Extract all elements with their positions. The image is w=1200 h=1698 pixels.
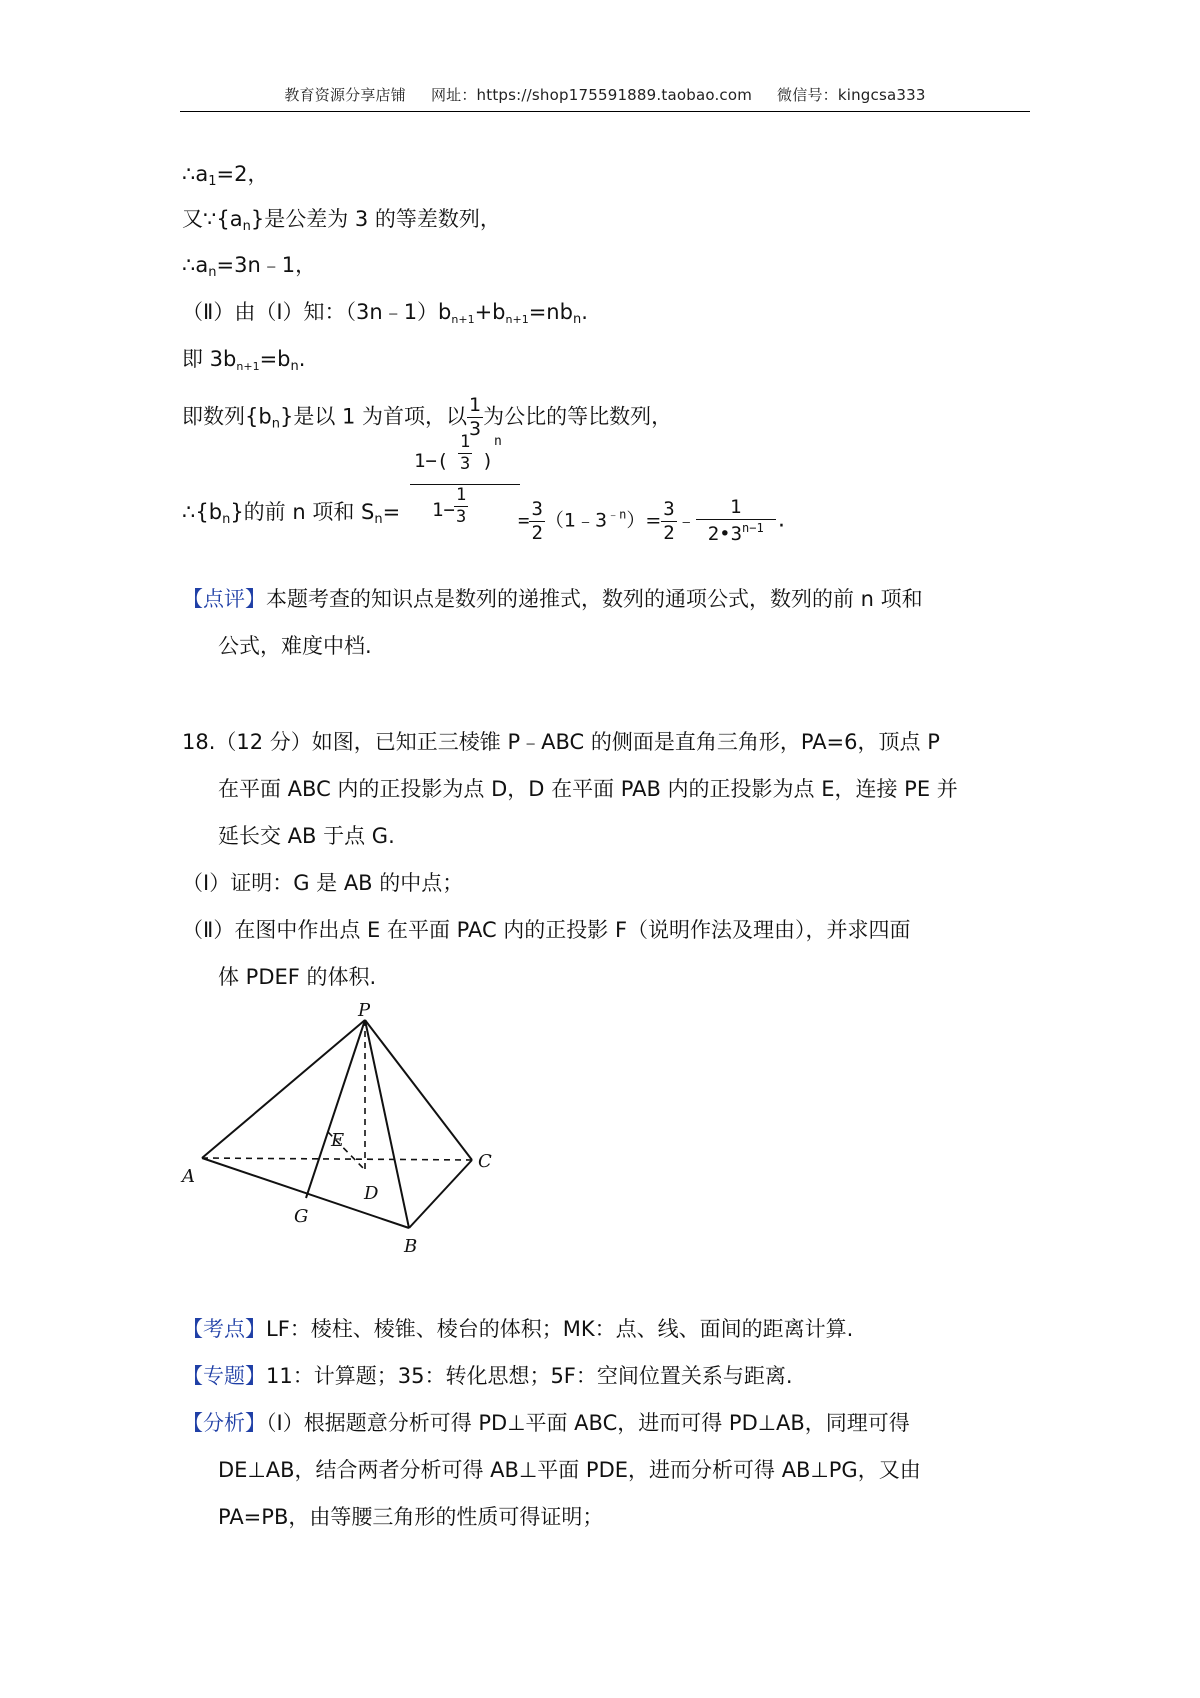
label-C: C	[478, 1151, 492, 1172]
header-site: 网址：https://shop175591889.taobao.com	[430, 86, 753, 104]
page-header	[180, 84, 1030, 105]
edge-AC-hidden	[202, 1158, 472, 1160]
label-G: G	[294, 1206, 309, 1227]
fenxi-tag: 【分析】	[182, 1411, 266, 1435]
review-tag: 【点评】	[182, 587, 266, 611]
pyramid-figure	[180, 1000, 510, 1255]
zhuanti-tag: 【专题】	[182, 1364, 266, 1388]
problem18-part-2a: （Ⅱ）在图中作出点 E 在平面 PAC 内的正投影 F（说明作法及理由），并求四面	[182, 918, 911, 942]
fenxi-line-3: PA=PB，由等腰三角形的性质可得证明；	[218, 1505, 604, 1529]
solution-line-1: $\therefore a_1=2$，	[182, 162, 269, 189]
header-rule	[180, 111, 1030, 112]
label-P: P	[358, 1000, 371, 1021]
edge-PC	[365, 1020, 472, 1160]
solution-line-7-rest: = $\frac{3}{2}$ $(1﹣3^{﹣n})=$ $\frac{3}{2}$ ﹣ $\frac{1}{2•3^{n-1}}$ .	[518, 496, 788, 545]
segment-PG	[306, 1020, 365, 1198]
problem18-part-1: （Ⅰ）证明：G 是 AB 的中点；	[182, 871, 464, 895]
sum-fraction-denominator: 1− $\frac{1}{3}$	[432, 485, 467, 527]
label-E: E	[331, 1130, 345, 1151]
fraction-one-third: $\frac{1}{3}$	[469, 394, 482, 440]
solution-line-3: $\therefore a_n=3n﹣1$，	[182, 253, 317, 280]
header-wechat: 微信号：kingcsa333	[777, 86, 926, 104]
zhuanti-line: 【专题】11：计算题；35：转化思想；5F：空间位置关系与距离.	[182, 1364, 793, 1388]
review-line-1: 【点评】本题考查的知识点是数列的递推式，数列的通项公式，数列的前 n 项和	[182, 587, 923, 611]
solution-line-6: 即数列$\{b_n\}$是以 1 为首项，以 $\frac{1}{3}$ 为公比的等比数列，	[182, 394, 673, 440]
sum-fraction	[410, 432, 520, 535]
sum-fraction-numerator: 1−( $\frac{1}{3}$ ) n	[410, 432, 520, 485]
kaodian-line: 【考点】LF：棱柱、棱锥、棱台的体积；MK：点、线、面间的距离计算.	[182, 1317, 854, 1341]
label-B: B	[404, 1236, 418, 1255]
label-A: A	[182, 1166, 195, 1187]
solution-line-2: 又$\because\{a_n\}$是公差为 3 的等差数列，	[182, 207, 501, 234]
solution-line-4: （Ⅱ）由（I）知：$(3n﹣1)bn+1+bn+1=nb_n$.	[182, 300, 588, 327]
header-shop: 教育资源分享店铺	[284, 86, 406, 104]
solution-line-5: 即 $3bn+1=b_n$.	[182, 347, 306, 374]
fenxi-line-2: DE⊥AB，结合两者分析可得 AB⊥平面 PDE，进而分析可得 AB⊥PG，又由	[218, 1458, 921, 1482]
problem18-line-3: 延长交 AB 于点 G.	[218, 824, 395, 848]
solution-line-7-text: $\therefore\{b_n\}$的前 n 项和 $S_n=$	[182, 500, 401, 527]
problem18-part-2b: 体 PDEF 的体积.	[218, 965, 377, 989]
label-D: D	[364, 1183, 379, 1204]
problem18-line-2: 在平面 ABC 内的正投影为点 D，D 在平面 PAB 内的正投影为点 E，连接 PE 并	[218, 777, 958, 801]
kaodian-tag: 【考点】	[182, 1317, 266, 1341]
edge-BC	[409, 1160, 472, 1228]
review-line-2: 公式，难度中档.	[218, 634, 372, 658]
problem18-line-1: 18.（12 分）如图，已知正三棱锥 P﹣ABC 的侧面是直角三角形，PA=6，顶点 P	[182, 730, 940, 754]
fenxi-line-1: 【分析】（Ⅰ）根据题意分析可得 PD⊥平面 ABC，进而可得 PD⊥AB，同理可得	[182, 1411, 910, 1435]
